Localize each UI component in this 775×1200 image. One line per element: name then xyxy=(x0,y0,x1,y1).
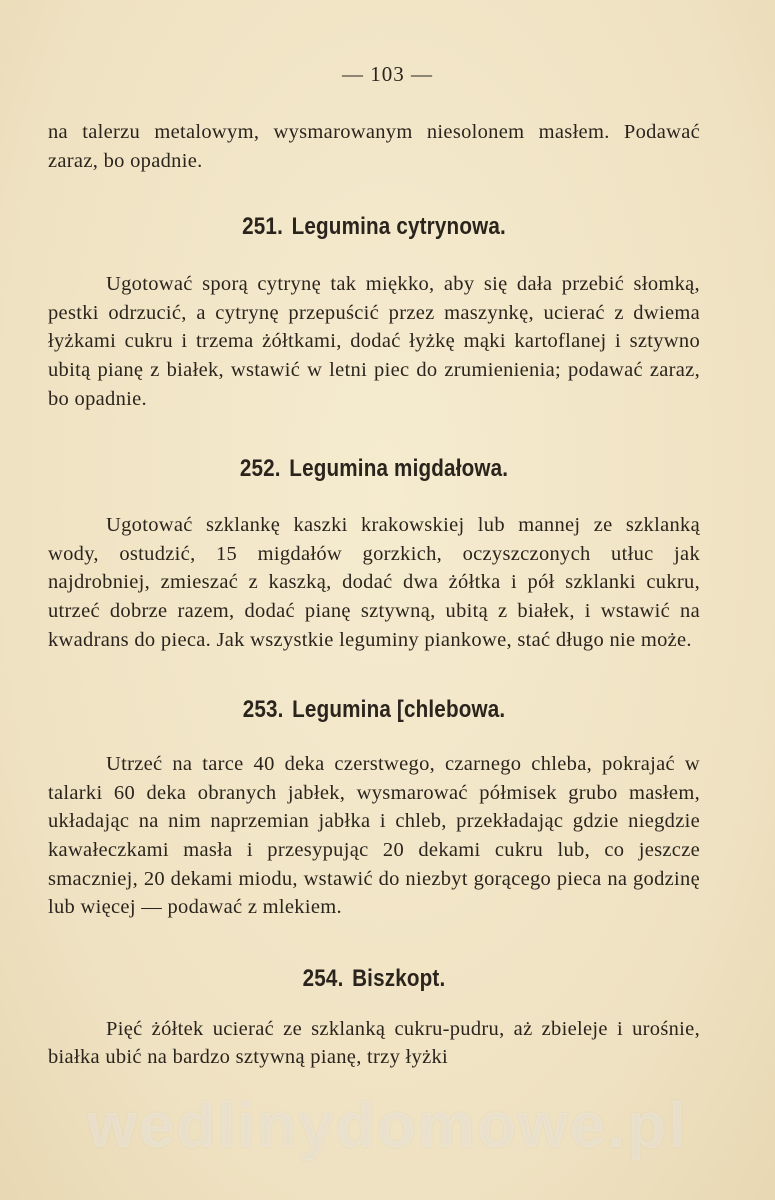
recipe-number: 254. xyxy=(302,964,344,992)
recipe-text-254: Pięć żółtek ucierać ze szklanką cukru-pudru, aż zbieleje i urośnie, białka ubić na bardzo sztywną pianę, trzy łyżki xyxy=(48,1017,700,1069)
recipe-heading-252 xyxy=(94,455,655,483)
recipe-text-251: Ugotować sporą cytrynę tak miękko, aby się dała przebić słomką, pestki odrzucić, a cytrynę przepuścić przez maszynkę, ucierać z dwiema łyżkami cukru i trzema żółtkami, dodać łyżkę mąki kartoflanej i sztywno ubitą pianę z białek, wstawić w letni piec do zrumienienia; podawać zaraz, bo opadnie. xyxy=(48,273,700,410)
recipe-heading-254 xyxy=(94,965,655,993)
recipe-heading-251 xyxy=(94,213,655,241)
page-number: — 103 — xyxy=(342,62,433,86)
recipe-title: Biszkopt. xyxy=(352,964,446,992)
recipe-number: 252. xyxy=(239,455,281,483)
watermark: wedlinydomowe.pl xyxy=(87,1089,688,1161)
recipe-title: Legumina cytrynowa. xyxy=(291,213,506,241)
recipe-text-253: Utrzeć na tarce 40 deka czerstwego, czarnego chleba, pokrajać w talarki 60 deka obranych jabłek, wysmarować półmisek grubo masłem, układając na nim naprzemian jabłka i chleb, przekładając gdzie niegdzie kawałeczkami masła i przesypując 20 dekami cukru lub, co jeszcze smaczniej, 20 dekami miodu, wstawić do niezbyt gorącego pieca na godzinę lub więcej — podawać z mlekiem. xyxy=(48,753,700,919)
recipe-number: 251. xyxy=(242,213,283,241)
recipe-number: 253. xyxy=(242,696,284,724)
recipe-heading-253 xyxy=(94,696,655,724)
recipe-title: Legumina [chlebowa. xyxy=(292,696,506,724)
intro-paragraph: na talerzu metalowym, wysmarowanym niesolonem masłem. Podawać zaraz, bo opadnie. xyxy=(48,121,700,172)
recipe-text-252: Ugotować szklankę kaszki krakowskiej lub mannej ze szklanką wody, ostudzić, 15 migdałów gorzkich, oczyszczonych utłuc jak najdrobniej, zmieszać z kaszką, dodać dwa żółtka i pół szklanki cukru, utrzeć dobrze razem, dodać pianę sztywną, ubitą z białek, i wstawić na kwadrans do pieca. Jak wszystkie leguminy piankowe, stać długo nie może. xyxy=(48,514,700,651)
recipe-title: Legumina migdałowa. xyxy=(289,455,509,483)
page-content xyxy=(48,118,700,1072)
